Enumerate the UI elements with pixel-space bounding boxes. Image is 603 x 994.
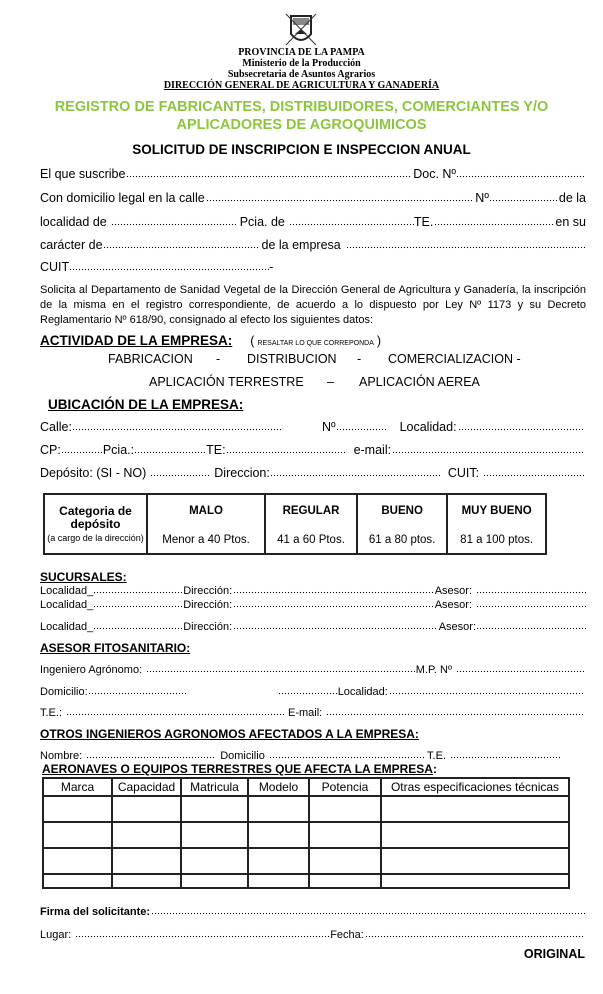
label-pcia: Pcia. de: [239, 215, 285, 229]
subtitle: SOLICITUD DE INSCRIPCION E INSPECCION ANUAL: [132, 142, 471, 157]
categoria-table: [43, 493, 547, 555]
label-mp: M.P. Nº: [415, 664, 452, 676]
row-domicilio-asesor: [40, 685, 586, 698]
label-empresa: de la empresa: [261, 238, 341, 252]
row-ingeniero: [40, 663, 586, 676]
categoria-label: Categoria de depósito: [59, 504, 132, 531]
cell[interactable]: [43, 848, 112, 874]
label-nombre: Nombre:: [40, 750, 83, 762]
table-row: [43, 796, 569, 822]
row-localidad: [40, 215, 586, 229]
row-te-asesor: [40, 706, 586, 719]
field-direccion[interactable]: [270, 467, 440, 477]
label-calle: Calle:: [40, 420, 72, 434]
cell[interactable]: [248, 848, 309, 874]
field-localidad[interactable]: [111, 216, 236, 226]
note-open: (: [250, 334, 255, 348]
option-distribucion[interactable]: DISTRIBUCION: [247, 352, 337, 366]
option-comercializacion[interactable]: COMERCIALIZACION -: [388, 352, 521, 366]
label-localidad: Localidad:: [399, 420, 457, 434]
option-fabricacion[interactable]: FABRICACION: [108, 352, 193, 366]
cell[interactable]: [181, 874, 248, 888]
title-line-2: APLICADORES DE AGROQUIMICOS: [176, 117, 427, 133]
label-te: TE.: [413, 215, 434, 229]
field-email[interactable]: [392, 444, 585, 454]
field-fecha[interactable]: [365, 928, 585, 938]
label-email: e-mail:: [353, 443, 392, 457]
field-domicilio[interactable]: [206, 192, 475, 202]
cell[interactable]: [112, 848, 181, 874]
label-cp: CP:: [40, 443, 61, 457]
field-nombre[interactable]: [86, 749, 216, 759]
col-otras: Otras especificaciones técnicas: [381, 778, 569, 796]
field-asesor-suc[interactable]: [476, 620, 586, 630]
colon: :: [432, 762, 437, 776]
option-aplicacion-aerea[interactable]: APLICACIÓN AEREA: [359, 375, 480, 389]
col-regular: REGULAR: [265, 494, 357, 526]
field-direccion-suc[interactable]: [233, 620, 438, 630]
header-province: PROVINCIA DE LA PAMPA: [238, 47, 365, 58]
categoria-sub: (a cargo de la dirección): [47, 533, 144, 543]
label-lugar: Lugar:: [40, 929, 72, 941]
label-nro: Nº: [475, 191, 489, 205]
row-lugar: [40, 928, 586, 941]
range-bueno: 61 a 80 ptos.: [357, 526, 447, 554]
label-te-ub: TE:: [206, 443, 226, 457]
cell[interactable]: [381, 822, 569, 848]
otros-heading: OTROS INGENIEROS AGRONOMOS AFECTADOS A LA EMPRESA:: [40, 727, 419, 741]
field-firma[interactable]: [151, 905, 585, 915]
label-pcia-ub: Pcia.:: [102, 443, 135, 457]
row-actividad-heading: [40, 333, 586, 348]
cell[interactable]: [181, 848, 248, 874]
col-capacidad: Capacidad: [112, 778, 181, 796]
col-marca: Marca: [43, 778, 112, 796]
cell[interactable]: [381, 874, 569, 888]
label-localidad: Localidad:: [337, 686, 388, 698]
label-nro: Nº: [321, 420, 336, 434]
field-email-asesor[interactable]: [326, 706, 585, 716]
label-direccion: Dirección:: [183, 585, 233, 597]
table-row: [43, 822, 569, 848]
cuit-dash: -: [269, 260, 274, 274]
label-asesor: Asesor:: [434, 599, 472, 611]
cell[interactable]: [43, 822, 112, 848]
field-mp[interactable]: [456, 663, 586, 673]
label-localidad: Localidad_: [40, 585, 94, 597]
label-localidad: Localidad_: [40, 599, 94, 611]
field-empresa[interactable]: [346, 239, 585, 249]
row-caracter: [40, 238, 586, 252]
row-calle: [40, 420, 586, 434]
cell[interactable]: [309, 874, 381, 888]
cell[interactable]: [112, 874, 181, 888]
sucursal-row: [40, 620, 586, 633]
col-muy-bueno: MUY BUENO: [447, 494, 546, 526]
cell[interactable]: [309, 822, 381, 848]
label-domicilio: Domicilio: [220, 750, 265, 762]
actividad-note: RESALTAR LO QUE CORREPONDA: [257, 340, 374, 347]
field-asesor-suc[interactable]: [476, 598, 586, 608]
label-te: T.E.:: [40, 707, 63, 719]
label-caracter: carácter de: [40, 238, 103, 252]
label-cuit-ub: CUIT:: [447, 466, 480, 480]
field-lugar[interactable]: [75, 928, 330, 938]
row-deposito: [40, 466, 586, 480]
label-asesor: Asesor:: [434, 585, 472, 597]
sep: -: [357, 352, 362, 366]
range-regular: 41 a 60 Ptos.: [265, 526, 357, 554]
actividad-heading: ACTIVIDAD DE LA EMPRESA:: [40, 333, 233, 348]
label-direccion: Dirección:: [183, 599, 233, 611]
field-domicilio-otros[interactable]: [269, 749, 426, 759]
cell[interactable]: [112, 796, 181, 822]
label-ingeniero: Ingeniero Agrónomo:: [40, 664, 143, 676]
label-domicilio: Con domicilio legal en la calle: [40, 191, 205, 205]
sucursal-row: [40, 598, 586, 611]
cell[interactable]: [309, 848, 381, 874]
label-direccion: Direccion:: [214, 466, 270, 480]
intro-paragraph: Solicita al Departamento de Sanidad Vegetal de la Dirección General de Agricultura y Ganadería, la inscripción de la misma en el registro correspondiente, de acuerdo a lo dispuesto por Ley Nº 1173 y su Decreto Reglamentario Nº 618/90, consignado al efecto los siguientes datos:: [40, 284, 586, 326]
cell[interactable]: [248, 822, 309, 848]
label-domicilio: Domicilio:: [40, 686, 88, 698]
field-localidad-suc[interactable]: [93, 584, 183, 594]
field-domicilio-asesor-2[interactable]: [278, 685, 338, 695]
field-nro[interactable]: [489, 192, 559, 202]
field-localidad-suc[interactable]: [93, 620, 183, 630]
cell[interactable]: [381, 796, 569, 822]
field-calle[interactable]: [72, 421, 282, 431]
field-te-asesor[interactable]: [66, 706, 286, 716]
note-close: ): [376, 334, 382, 348]
field-ingeniero[interactable]: [146, 663, 415, 673]
row-firma: [40, 905, 586, 918]
range-muy-bueno: 81 a 100 ptos.: [447, 526, 546, 554]
col-bueno: BUENO: [357, 494, 447, 526]
field-localidad-asesor[interactable]: [389, 685, 585, 695]
table-row: [43, 874, 569, 888]
title-line-1: REGISTRO DE FABRICANTES, DISTRIBUIDORES, COMERCIANTES Y/O: [54, 99, 549, 115]
header-ministry: Ministerio de la Producción: [242, 58, 361, 69]
categoria-label-cell: [44, 494, 147, 554]
row-cp: [40, 443, 586, 457]
col-potencia: Potencia: [309, 778, 381, 796]
row-domicilio: [40, 191, 586, 205]
label-te: T.E.: [427, 750, 446, 762]
cell[interactable]: [309, 796, 381, 822]
field-suscribe[interactable]: [126, 168, 412, 178]
field-pcia[interactable]: [289, 216, 414, 226]
option-aplicacion-terrestre[interactable]: APLICACIÓN TERRESTRE: [149, 375, 304, 389]
sep: –: [327, 375, 334, 389]
sucursal-row: [40, 584, 586, 597]
row-otros: [40, 749, 586, 762]
field-cuit-ub[interactable]: [483, 467, 585, 477]
field-te-ub[interactable]: [226, 444, 346, 454]
label-deposito: Depósito: (SI - NO): [40, 466, 147, 480]
field-cuit[interactable]: [69, 261, 269, 271]
field-doc[interactable]: [456, 168, 586, 178]
table-row: [43, 848, 569, 874]
label-localidad: localidad de: [40, 215, 107, 229]
asesor-heading: ASESOR FITOSANITARIO:: [40, 641, 191, 655]
cell[interactable]: [381, 848, 569, 874]
field-deposito[interactable]: [150, 467, 210, 477]
field-localidad-ub[interactable]: [458, 421, 585, 431]
sucursales-heading: SUCURSALES:: [40, 570, 127, 584]
label-suscribe: El que suscribe: [40, 167, 126, 181]
cell[interactable]: [181, 796, 248, 822]
header-direccion: DIRECCIÓN GENERAL DE AGRICULTURA Y GANADERÍA: [163, 80, 440, 91]
col-malo: MALO: [147, 494, 265, 526]
label-cuit: CUIT: [40, 260, 70, 274]
header-subsecretaria: Subsecretaria de Asuntos Agrarios: [227, 69, 376, 80]
field-te[interactable]: [434, 216, 554, 226]
equipos-table: [42, 777, 570, 889]
field-direccion-suc[interactable]: [233, 598, 434, 608]
ubicacion-heading: UBICACIÓN DE LA EMPRESA:: [48, 397, 244, 412]
label-direccion: Dirección:: [183, 621, 233, 633]
sep: -: [216, 352, 221, 366]
label-fecha: Fecha:: [330, 929, 364, 941]
col-matricula: Matricula: [181, 778, 248, 796]
row-cuit: [40, 260, 586, 274]
row-suscribe: [40, 167, 586, 181]
field-te-otros[interactable]: [450, 749, 560, 759]
label-dela: de la: [558, 191, 586, 205]
cell[interactable]: [181, 822, 248, 848]
equipos-heading-wrap: [42, 762, 437, 776]
field-caracter[interactable]: [103, 239, 258, 249]
field-pcia-ub[interactable]: [134, 444, 206, 454]
label-ensu: en su: [555, 215, 586, 229]
field-asesor-suc[interactable]: [476, 584, 586, 594]
coat-of-arms-icon: [283, 12, 319, 48]
label-firma: Firma del solicitante:: [40, 906, 151, 918]
field-nro-calle[interactable]: [336, 421, 386, 431]
label-localidad: Localidad_: [40, 621, 94, 633]
cell[interactable]: [248, 874, 309, 888]
label-asesor: Asesor:: [438, 621, 476, 633]
field-cp[interactable]: [61, 444, 103, 454]
cell[interactable]: [43, 874, 112, 888]
cell[interactable]: [112, 822, 181, 848]
range-malo: Menor a 40 Ptos.: [147, 526, 265, 554]
label-email: E-mail:: [288, 707, 323, 719]
cell[interactable]: [248, 796, 309, 822]
field-direccion-suc[interactable]: [233, 584, 434, 594]
equipos-heading: AERONAVES O EQUIPOS TERRESTRES QUE AFECTA LA EMPRESA: [42, 762, 433, 776]
label-doc: Doc. Nº: [413, 167, 456, 181]
field-domicilio-asesor[interactable]: [88, 685, 188, 695]
col-modelo: Modelo: [248, 778, 309, 796]
field-localidad-suc[interactable]: [93, 598, 183, 608]
cell[interactable]: [43, 796, 112, 822]
original-label: ORIGINAL: [523, 947, 585, 961]
